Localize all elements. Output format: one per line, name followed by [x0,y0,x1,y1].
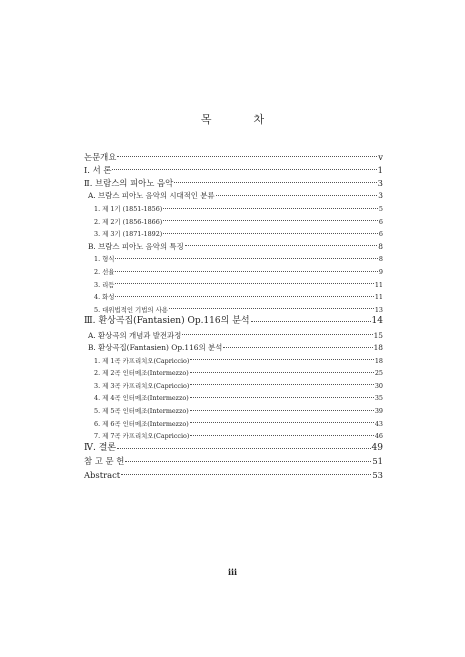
toc-entry-page: 6 [378,217,383,226]
toc-entry [84,440,383,453]
toc-entry-page: 49 [371,442,383,453]
page-number: iii [227,567,238,577]
toc-entry-page: v [378,151,383,162]
dot-leader [216,195,378,196]
toc-entry-page: 1 [377,164,383,175]
toc-entry [84,250,383,263]
toc-entry-page: 30 [374,381,383,390]
toc-entry-label: 논문개요 [84,151,117,162]
toc-entry-label: 2. 선율 [94,268,115,277]
toc-entry-page: 8 [378,241,383,251]
toc-entry [84,389,383,402]
toc-entry-label: 1. 제 1기 (1851-1856) [94,205,163,214]
toc-entry-label: Ⅰ. 서 론 [84,164,112,175]
dot-leader [190,397,374,398]
toc-entry-label: 6. 제 6곡 인터메조(Intermezzo) [94,419,189,428]
toc-entry-page: 46 [374,432,383,441]
toc-entry-page: 18 [374,356,383,365]
dot-leader [117,156,377,157]
toc-entry-label: 7. 제 7곡 카프리치오(Capriccio) [94,432,190,441]
toc-entry-page: 11 [374,293,383,302]
dot-leader [169,308,374,309]
toc-entry-page: 14 [371,316,383,327]
table-of-contents [84,148,383,479]
toc-entry [84,238,383,251]
toc-entry-page: 39 [374,407,383,416]
toc-entry [84,339,383,352]
toc-entry [84,313,383,326]
toc-entry-label: 5. 대위법적인 기법의 사용 [94,305,168,314]
toc-entry [84,275,383,288]
toc-entry-label: 3. 제 3곡 카프리치오(Capriccio) [94,381,190,390]
dot-leader [125,461,371,462]
dot-leader [117,448,370,449]
toc-title [0,111,465,127]
toc-entry [84,427,383,440]
dot-leader [190,372,374,373]
dot-leader [185,245,378,246]
toc-entry [84,212,383,225]
toc-entry-label: 5. 제 5곡 인터메조(Intermezzo) [94,407,189,416]
toc-entry-label: 1. 제 1곡 카프리치오(Capriccio) [94,356,190,365]
toc-entry-label: Abstract [84,469,121,480]
toc-entry-page: 6 [378,230,383,239]
dot-leader [163,220,378,221]
toc-entry-label: 3. 리듬 [94,280,115,289]
toc-entry-label: Ⅱ. 브람스의 피아노 음악 [84,177,174,188]
toc-entry-page: 8 [378,255,383,264]
toc-entry-label: 3. 제 3기 (1871-1892) [94,230,163,239]
toc-entry-page: 3 [377,177,383,188]
toc-entry [84,288,383,301]
toc-entry [84,402,383,415]
toc-entry-page: 11 [374,280,383,289]
toc-entry-label: A. 브람스 피아노 음악의 시대적인 분류 [88,191,215,201]
toc-title-right: 차 [253,113,265,126]
toc-title-left: 목 [200,113,212,126]
toc-entry-label: 참 고 문 헌 [84,456,125,467]
dot-leader [112,169,376,170]
toc-entry-page: 5 [378,205,383,214]
toc-entry [84,352,383,365]
toc-entry [84,326,383,339]
toc-entry [84,148,383,161]
toc-entry-label: B. 환상곡집(Fantasien) Op.116의 분석 [88,343,223,353]
dot-leader [163,233,378,234]
toc-entry [84,377,383,390]
toc-entry [84,174,383,187]
toc-entry [84,364,383,377]
dot-leader [251,321,371,322]
dot-leader [163,208,378,209]
toc-entry-page: 9 [378,268,383,277]
dot-leader [182,334,372,335]
toc-entry-page: 13 [374,305,383,314]
toc-entry-label: 1. 형식 [94,255,115,264]
toc-entry-label: 4. 화성 [94,293,115,302]
toc-entry [84,263,383,276]
toc-entry [84,187,383,200]
toc-entry-page: 18 [373,343,383,353]
dot-leader [190,410,374,411]
dot-leader [115,283,373,284]
toc-entry-page: 15 [373,330,383,340]
dot-leader [115,296,373,297]
dot-leader [121,474,371,475]
toc-entry-page: 53 [372,469,383,480]
toc-entry-label: Ⅳ. 결론 [84,442,117,453]
toc-entry-label: 2. 제 2곡 인터메조(Intermezzo) [94,369,189,378]
dot-leader [174,182,377,183]
toc-entry-label: B. 브람스 피아노 음악의 특징 [88,241,184,251]
toc-entry-page: 35 [374,394,383,403]
toc-entry-label: 4. 제 4곡 인터메조(Intermezzo) [94,394,189,403]
toc-entry [84,200,383,213]
toc-entry [84,453,383,466]
dot-leader [190,384,373,385]
dot-leader [115,258,377,259]
dot-leader [190,435,373,436]
toc-entry [84,466,383,479]
toc-entry [84,414,383,427]
toc-entry-page: 25 [374,369,383,378]
toc-entry [84,225,383,238]
dot-leader [115,271,377,272]
toc-entry [84,161,383,174]
dot-leader [190,359,373,360]
toc-entry-label: 2. 제 2기 (1856-1866) [94,217,163,226]
toc-entry-page: 43 [374,419,383,428]
toc-entry-page: 3 [378,191,383,201]
dot-leader [223,347,372,348]
toc-entry-label: A. 환상곡의 개념과 발전과정 [88,330,182,340]
toc-entry-label: Ⅲ. 환상곡집(Fantasien) Op.116의 분석 [84,316,250,327]
toc-entry [84,301,383,314]
dot-leader [190,422,374,423]
toc-entry-page: 51 [372,456,383,467]
